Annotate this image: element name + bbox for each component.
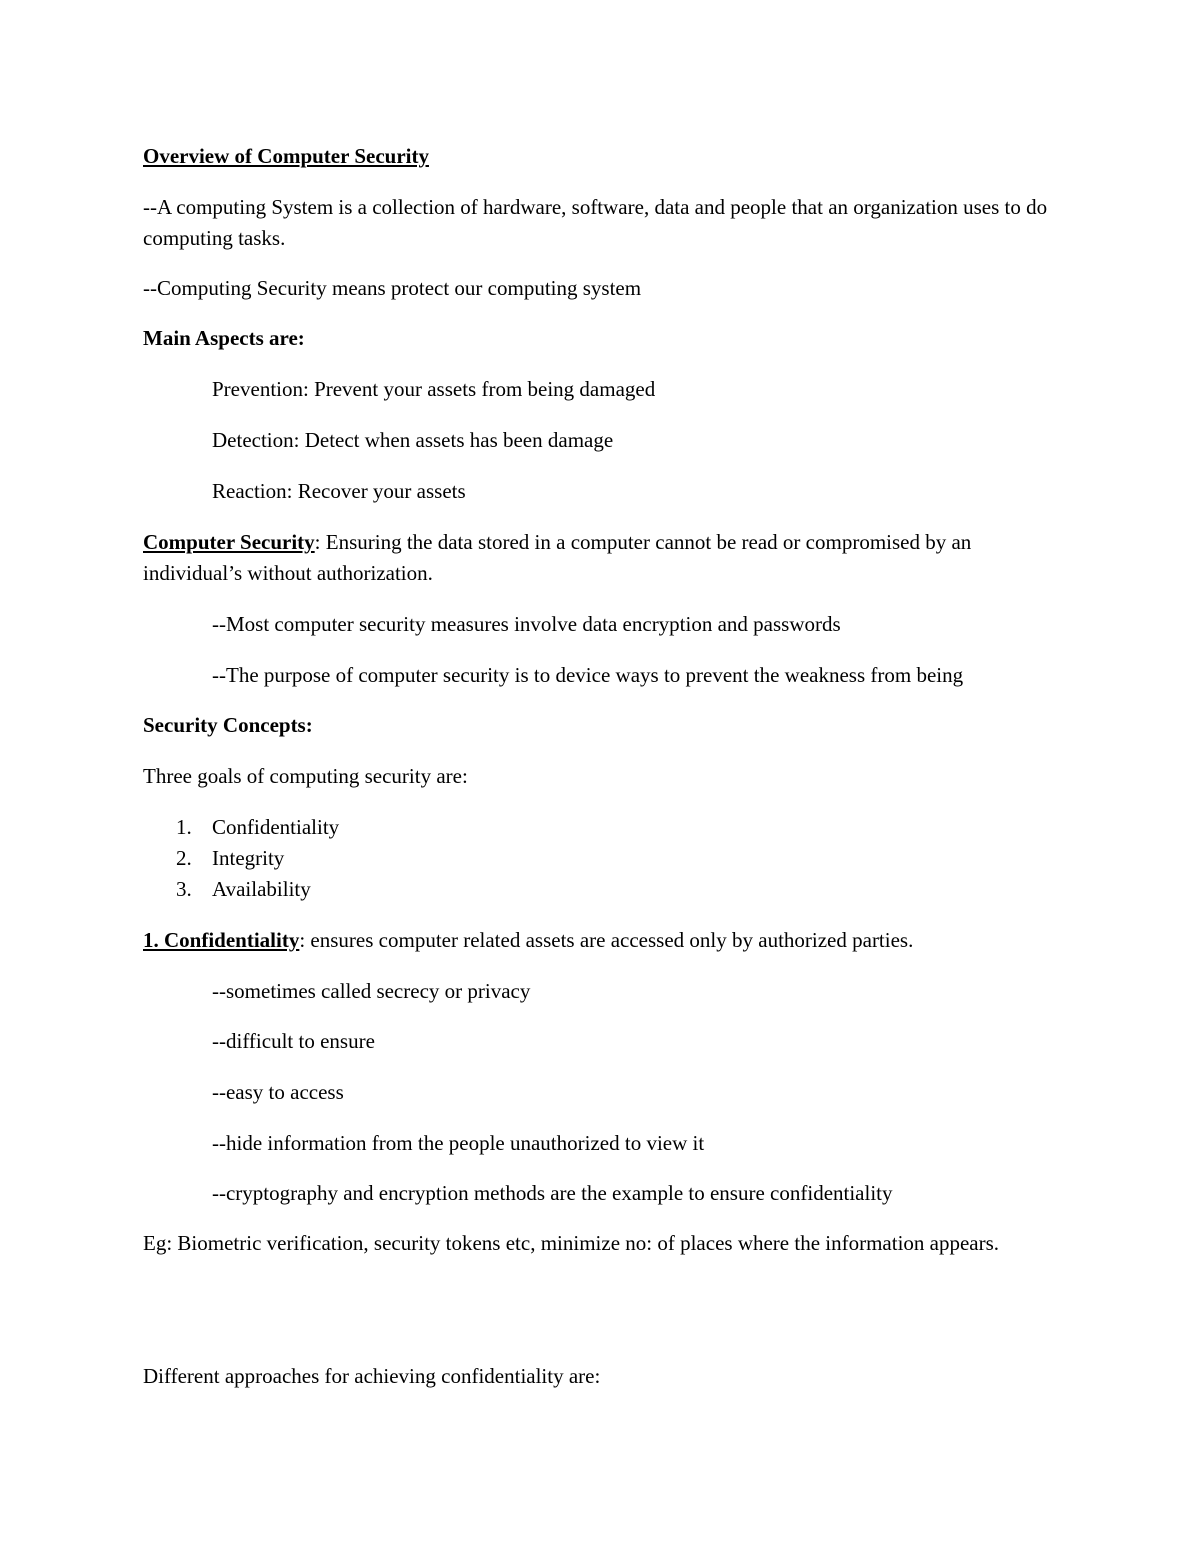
term-computer-security: Computer Security xyxy=(143,530,315,554)
list-item xyxy=(176,812,339,843)
list-number: 1. xyxy=(176,815,192,839)
page-title: Overview of Computer Security xyxy=(143,144,429,168)
paragraph-approaches: Different approaches for achieving confidentiality are: xyxy=(143,1364,601,1388)
point-hide-information: --hide information from the people unauthorized to view it xyxy=(212,1131,705,1155)
list-number: 3. xyxy=(176,877,192,901)
list-label: Availability xyxy=(212,877,311,901)
point-security-measures: --Most computer security measures involve data encryption and passwords xyxy=(212,612,841,636)
paragraph-computer-security-definition xyxy=(143,527,1068,589)
aspect-reaction: Reaction: Recover your assets xyxy=(212,479,466,503)
point-security-purpose: --The purpose of computer security is to device ways to prevent the weakness from being xyxy=(212,663,964,687)
paragraph-example: Eg: Biometric verification, security tokens etc, minimize no: of places where the information appears. xyxy=(143,1231,1000,1255)
heading-security-concepts: Security Concepts: xyxy=(143,713,313,737)
heading-main-aspects: Main Aspects are: xyxy=(143,326,305,350)
list-item xyxy=(176,874,311,905)
paragraph-computing-security: --Computing Security means protect our computing system xyxy=(143,276,642,300)
aspect-detection: Detection: Detect when assets has been damage xyxy=(212,428,614,452)
definition-confidentiality: : ensures computer related assets are accessed only by authorized parties. xyxy=(299,928,914,952)
definition-computer-security: : Ensuring the data stored in a computer cannot be read or compromised by an individual’s without authorization. xyxy=(143,530,972,585)
aspect-prevention: Prevention: Prevent your assets from being damaged xyxy=(212,377,656,401)
paragraph-confidentiality-definition xyxy=(143,925,913,956)
list-item xyxy=(176,843,284,874)
paragraph-computing-system: --A computing System is a collection of hardware, software, data and people that an organization uses to do computing tasks. xyxy=(143,195,1048,250)
list-label: Integrity xyxy=(212,846,285,870)
point-secrecy: --sometimes called secrecy or privacy xyxy=(212,979,531,1003)
goals-intro: Three goals of computing security are: xyxy=(143,764,468,788)
point-easy-access: --easy to access xyxy=(212,1080,344,1104)
point-difficult: --difficult to ensure xyxy=(212,1029,375,1053)
list-label: Confidentiality xyxy=(212,815,340,839)
term-confidentiality: 1. Confidentiality xyxy=(143,928,300,952)
point-cryptography: --cryptography and encryption methods are the example to ensure confidentiality xyxy=(212,1181,893,1205)
list-number: 2. xyxy=(176,846,192,870)
